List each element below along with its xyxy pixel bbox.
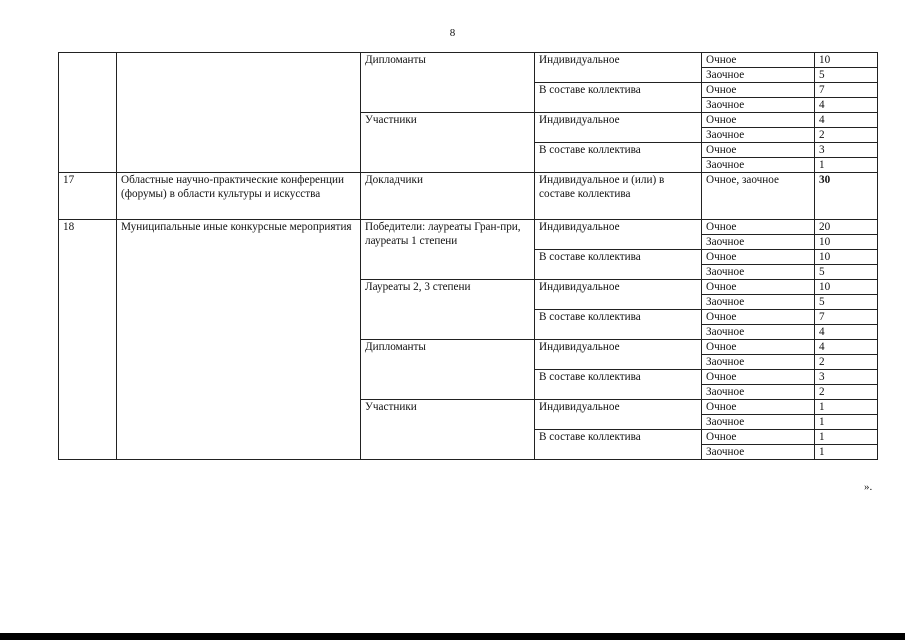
value-cell: 3 [815,143,878,158]
form-cell: Очное [702,400,815,415]
value-cell: 1 [815,415,878,430]
participation-cell: Индивидуальное [535,340,702,370]
participation-cell: В составе коллектива [535,430,702,460]
participation-cell: В составе коллектива [535,370,702,400]
participation-cell: Индивидуальное [535,53,702,83]
status-cell: Победители: лауреаты Гран-при, лауреаты 1 степени [361,220,535,280]
form-cell: Заочное [702,158,815,173]
form-cell: Очное [702,53,815,68]
form-cell: Очное [702,280,815,295]
status-cell: Участники [361,113,535,173]
form-cell: Заочное [702,355,815,370]
closing-quote-mark: ». [864,481,873,493]
form-cell: Заочное [702,68,815,83]
table-row [59,173,878,220]
form-cell: Заочное [702,385,815,400]
awards-table [58,52,878,460]
value-cell: 4 [815,325,878,340]
table-row [59,53,878,68]
participation-cell: В составе коллектива [535,143,702,173]
scan-bottom-edge [0,633,905,640]
form-cell: Заочное [702,295,815,310]
value-cell: 10 [815,250,878,265]
value-cell: 1 [815,158,878,173]
form-cell: Заочное [702,445,815,460]
form-cell: Очное [702,113,815,128]
status-cell: Участники [361,400,535,460]
value-cell: 5 [815,68,878,83]
participation-cell: В составе коллектива [535,310,702,340]
event-cell [117,53,361,173]
value-cell: 3 [815,370,878,385]
status-cell: Дипломанты [361,53,535,113]
participation-cell: Индивидуальное [535,220,702,250]
form-cell: Заочное [702,415,815,430]
form-cell: Очное, заочное [702,173,815,220]
form-cell: Заочное [702,325,815,340]
value-cell: 1 [815,445,878,460]
participation-cell: Индивидуальное [535,400,702,430]
form-cell: Очное [702,310,815,325]
form-cell: Заочное [702,128,815,143]
status-cell: Лауреаты 2, 3 степени [361,280,535,340]
form-cell: Очное [702,83,815,98]
value-cell: 4 [815,113,878,128]
value-cell: 5 [815,265,878,280]
participation-cell: Индивидуальное [535,280,702,310]
participation-cell: В составе коллектива [535,83,702,113]
value-cell: 20 [815,220,878,235]
value-cell: 7 [815,83,878,98]
value-cell: 10 [815,235,878,250]
value-cell: 2 [815,385,878,400]
value-cell: 4 [815,340,878,355]
form-cell: Очное [702,340,815,355]
participation-cell: Индивидуальное [535,113,702,143]
status-cell: Докладчики [361,173,535,220]
value-cell: 10 [815,53,878,68]
event-cell: Областные научно-практические конференции (форумы) в области культуры и искусства [117,173,361,220]
value-cell: 5 [815,295,878,310]
value-cell: 30 [815,173,878,220]
value-cell: 7 [815,310,878,325]
value-cell: 4 [815,98,878,113]
form-cell: Очное [702,250,815,265]
event-cell: Муниципальные иные конкурсные мероприятия [117,220,361,460]
row-number-cell: 17 [59,173,117,220]
table-row [59,220,878,235]
value-cell: 10 [815,280,878,295]
form-cell: Заочное [702,235,815,250]
form-cell: Очное [702,430,815,445]
form-cell: Заочное [702,265,815,280]
value-cell: 1 [815,430,878,445]
value-cell: 2 [815,355,878,370]
form-cell: Очное [702,370,815,385]
form-cell: Очное [702,220,815,235]
value-cell: 2 [815,128,878,143]
form-cell: Заочное [702,98,815,113]
page-number: 8 [449,27,456,39]
status-cell: Дипломанты [361,340,535,400]
row-number-cell: 18 [59,220,117,460]
participation-cell: В составе коллектива [535,250,702,280]
participation-cell: Индивидуальное и (или) в составе коллектива [535,173,702,220]
form-cell: Очное [702,143,815,158]
value-cell: 1 [815,400,878,415]
row-number-cell [59,53,117,173]
